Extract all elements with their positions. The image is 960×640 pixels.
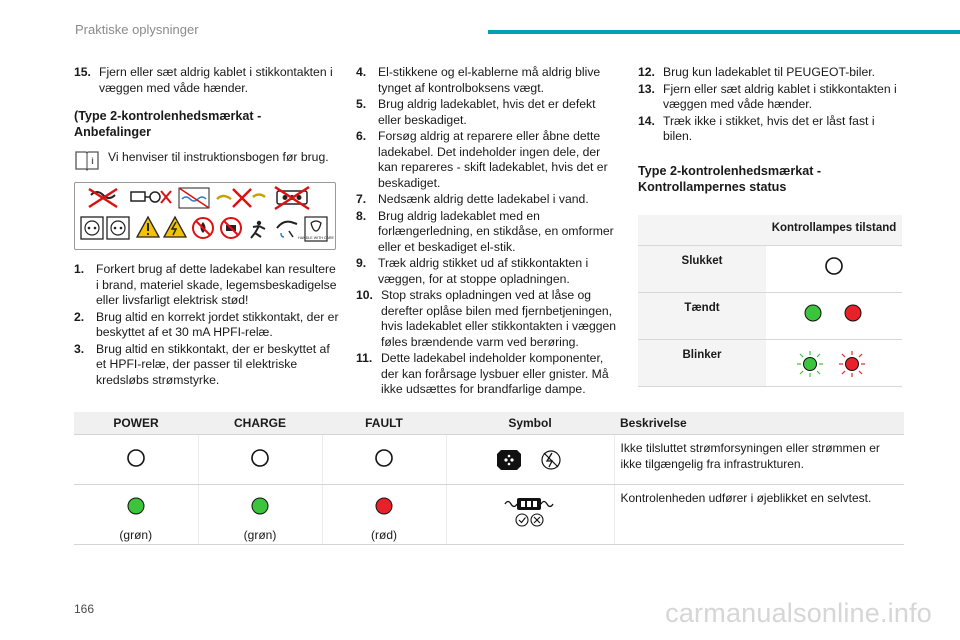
item-text: Brug aldrig ladekablet med en forlængerledning, en stikdåse, en omformer eller et beskadiget el-stik. (378, 208, 614, 254)
no-water-icon (179, 188, 209, 208)
item-number: 4. (356, 65, 367, 79)
lamp-color-caption: (grøn) (243, 527, 277, 542)
list-item (356, 129, 620, 191)
item-text: Brug aldrig ladekablet, hvis det er defekt eller beskadiget. (378, 97, 596, 127)
lamp-blinking-icons (794, 349, 874, 379)
list-item (356, 97, 620, 128)
red-blinking-lamp-icon (839, 351, 865, 377)
list-item (638, 114, 904, 145)
item-text: Træk aldrig stikket ud af stikkontakten i væggen, for at stoppe opladningen. (378, 256, 589, 286)
column-3 (638, 65, 904, 387)
no-fire-icon (193, 218, 213, 238)
item-text: Træk ikke i stikket, hvis det er låst fast i bilen. (663, 113, 875, 143)
description-cell: Kontrolenheden udfører i øjeblikket en selvtest. (614, 484, 904, 544)
list-item (74, 262, 340, 309)
list-item (356, 256, 620, 287)
lamp-indicator-off (766, 246, 902, 293)
column-header-fault: FAULT (322, 412, 446, 434)
lamp-indicator-blinking (766, 340, 902, 387)
table-row (638, 246, 902, 293)
item-text: Brug altid en stikkontakt, der er beskyttet af et HPFI-relæ, der passer til elektriske kredsløbs strømstyrke. (96, 341, 330, 387)
lamp-off-icon (823, 255, 845, 277)
green-lamp-icon (249, 495, 271, 517)
item-text: El-stikkene og el-kablerne må aldrig blive tynget af kontrolboksens vægt. (378, 65, 601, 95)
column-header-symbol: Symbol (446, 412, 614, 434)
no-power-icon (542, 451, 560, 469)
column-header-charge: CHARGE (198, 412, 322, 434)
power-cell (74, 484, 198, 544)
list-item (356, 288, 620, 350)
control-box-icon (505, 498, 553, 510)
no-wet-hands-icon (277, 222, 297, 237)
item-number: 14. (638, 113, 655, 128)
svg-text:i: i (91, 156, 94, 166)
red-lamp-icon (373, 495, 395, 517)
no-disassembly-icon (221, 218, 241, 238)
item-number: 9. (356, 256, 367, 270)
list-item (356, 65, 620, 96)
charge-cell (198, 434, 322, 484)
section-title: Praktiske oplysninger (75, 22, 199, 37)
list-item (74, 310, 340, 341)
item-number: 5. (356, 97, 367, 111)
item-text: Fjern eller sæt aldrig kablet i stikkontakten i væggen med våde hænder. (663, 81, 897, 111)
item-number: 13. (638, 81, 655, 96)
lamp-off-icon (125, 447, 147, 469)
plug-icon (497, 450, 521, 470)
description-cell: Ikke tilsluttet strømforsyningen eller strømmen er ikke tilgængelig fra infrastrukturen. (614, 434, 904, 484)
list-item (356, 209, 620, 256)
row-label: Blinker (638, 340, 766, 387)
no-adapter-icon (131, 191, 171, 203)
fault-cell (322, 434, 446, 484)
lamp-color-caption: (grøn) (119, 527, 153, 542)
list-item (74, 65, 340, 96)
column-header-description: Beskrivelse (614, 412, 904, 434)
list-item (356, 192, 620, 208)
fault-cell (322, 484, 446, 544)
table-row (638, 340, 902, 387)
item-number: 2. (74, 309, 85, 324)
open-book-icon (74, 148, 100, 172)
handle-with-care-icon (298, 217, 334, 241)
column-2 (356, 65, 620, 399)
symbol-icons (495, 447, 565, 473)
subheading-recommendations: (Type 2-kontrolenhedsmærkat - Anbefalinger (74, 109, 262, 139)
check-icon (516, 514, 528, 526)
no-damaged-cable-icon (89, 189, 117, 207)
item-text: Fjern eller sæt aldrig kablet i stikkontakten i væggen med våde hænder. (99, 65, 333, 95)
socket-icon (107, 217, 129, 239)
electrocution-icon (251, 221, 265, 238)
item-text: Dette ladekabel indeholder komponenter, der kan forårsage lysbuer eller gnister. Må ikke udsættes for brandfarlige dampe. (381, 351, 609, 396)
warning-triangle-icon (137, 217, 159, 237)
table-header-row (638, 215, 902, 246)
item-number: 10. (356, 288, 373, 302)
row-label: Tændt (638, 293, 766, 340)
list-item (356, 351, 620, 398)
item-number: 12. (638, 65, 655, 79)
column-header: Kontrollampes tilstand (766, 215, 902, 246)
lamp-status-table (638, 215, 902, 388)
item-number: 8. (356, 208, 367, 223)
lamp-indicator-on (766, 293, 902, 340)
header-accent-bar (488, 30, 960, 34)
column-header-power: POWER (74, 412, 198, 434)
item-number: 1. (74, 262, 85, 276)
list-item (638, 82, 904, 113)
item-text: Nedsænk aldrig dette ladekabel i vand. (378, 192, 589, 206)
green-lamp-icon (805, 305, 821, 321)
item-text: Stop straks opladningen ved at låse og derefter oplåse bilen med fjernbetjeningen, hvis ladekablet eller stikkontakten i væggen føles brændende varm ved berøring. (381, 288, 617, 349)
symbol-cell (446, 434, 614, 484)
item-number: 11. (356, 351, 373, 365)
lamp-color-caption: (rød) (371, 527, 397, 542)
item-number: 6. (356, 129, 367, 143)
item-number: 3. (74, 341, 85, 356)
table-row (638, 293, 902, 340)
item-text: Forkert brug af dette ladekabel kan resultere i brand, materiel skade, legemsbeskadigelse eller livsfarligt elektrisk stød! (96, 262, 337, 307)
item-text: Brug altid en korrekt jordet stikkontakt, der er beskyttet af et 30 mA HPFI-relæ. (96, 309, 339, 339)
warning-pictograms (75, 183, 335, 249)
item-text: Brug kun ladekablet til PEUGEOT-biler. (663, 65, 876, 79)
no-broken-plug-icon (217, 189, 265, 207)
power-cell (74, 434, 198, 484)
page-number: 166 (74, 602, 95, 616)
symbol-icons (495, 495, 565, 529)
manual-note (74, 148, 340, 172)
symbol-cell (446, 484, 614, 544)
no-multiple-socket-icon (275, 187, 309, 209)
column-1 (74, 65, 340, 389)
list-item (638, 65, 904, 81)
table-row (74, 484, 904, 544)
row-label: Slukket (638, 246, 766, 293)
table-header-row (74, 412, 904, 434)
watermark: carmanualsonline.info (665, 598, 932, 628)
socket-icon (81, 217, 103, 239)
red-lamp-icon (845, 305, 861, 321)
item-number: 15. (74, 65, 91, 79)
svg-text:HANDLE WITH CARE: HANDLE WITH CARE (298, 236, 334, 240)
high-voltage-icon (164, 217, 186, 237)
item-number: 7. (356, 192, 367, 206)
green-blinking-lamp-icon (797, 351, 823, 377)
warning-label-panel (74, 182, 336, 250)
charge-cell (198, 484, 322, 544)
item-text: Forsøg aldrig at reparere eller åbne dette ladekabel. Det indeholder ingen dele, der kan repareres - skift ladekablet, hvis det er beskadiget. (378, 129, 608, 190)
table-row (74, 434, 904, 484)
list-item (74, 342, 340, 389)
green-lamp-icon (125, 495, 147, 517)
cross-icon (531, 514, 543, 526)
indicator-description-table (74, 412, 904, 545)
lamp-off-icon (249, 447, 271, 469)
lamp-off-icon (373, 447, 395, 469)
subheading-lamp-status: Type 2-kontrolenhedsmærkat - Kontrollampernes status (638, 163, 822, 194)
note-text: Vi henviser til instruktionsbogen før brug. (108, 150, 329, 164)
lamp-on-icons (799, 302, 869, 324)
